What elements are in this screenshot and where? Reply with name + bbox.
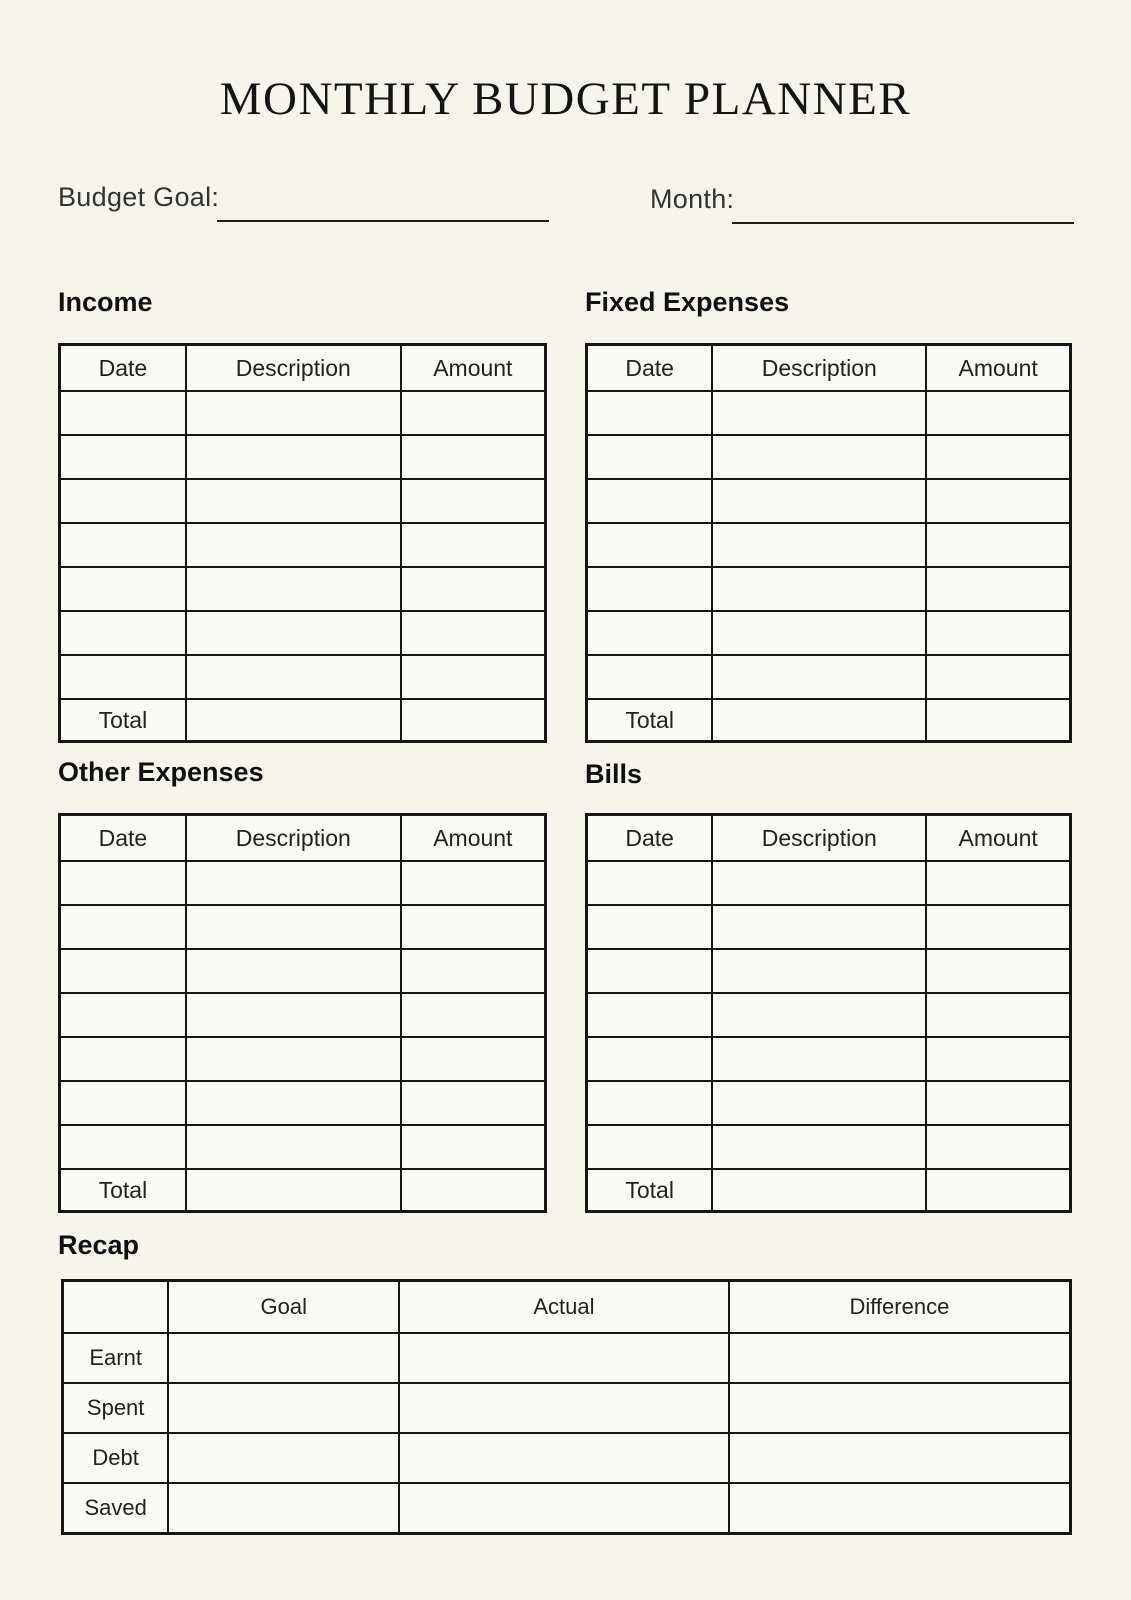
empty-cell: [60, 655, 186, 699]
budget-goal-label: Budget Goal:: [58, 182, 220, 212]
total-value-cell: [926, 1169, 1070, 1212]
table-row: [60, 1125, 546, 1169]
empty-cell: [712, 479, 926, 523]
empty-cell: [587, 993, 713, 1037]
empty-cell: [587, 435, 713, 479]
column-header: Date: [587, 345, 713, 392]
table-row: [60, 479, 546, 523]
empty-cell: [401, 567, 546, 611]
empty-cell: [926, 1125, 1070, 1169]
empty-cell: [587, 1125, 713, 1169]
bills-heading: Bills: [585, 759, 643, 789]
empty-cell: [926, 1037, 1070, 1081]
total-label-cell: Total: [587, 1169, 713, 1212]
empty-cell: [60, 861, 186, 905]
empty-cell: [712, 611, 926, 655]
empty-cell: [926, 523, 1070, 567]
recap-row: [63, 1333, 1071, 1383]
table-row: [587, 479, 1071, 523]
empty-cell: [729, 1333, 1071, 1383]
table-row: [60, 1081, 546, 1125]
empty-cell: [401, 435, 546, 479]
empty-cell: [926, 479, 1070, 523]
recap-row-label: Spent: [63, 1383, 169, 1433]
empty-cell: [60, 435, 186, 479]
column-header: Amount: [926, 815, 1070, 862]
table-row: [60, 611, 546, 655]
empty-cell: [926, 949, 1070, 993]
empty-cell: [712, 523, 926, 567]
empty-cell: [168, 1383, 399, 1433]
empty-cell: [60, 1037, 186, 1081]
header-row: [63, 1281, 1071, 1334]
column-header: Difference: [729, 1281, 1071, 1334]
empty-cell: [712, 1125, 926, 1169]
empty-cell: [712, 861, 926, 905]
table-row: [587, 905, 1071, 949]
column-header: Description: [712, 345, 926, 392]
bills-table: [585, 813, 1072, 1213]
empty-cell: [60, 479, 186, 523]
empty-cell: [729, 1483, 1071, 1534]
empty-cell: [186, 391, 401, 435]
total-value-cell: [926, 699, 1070, 742]
recap-row-label: Saved: [63, 1483, 169, 1534]
empty-cell: [186, 611, 401, 655]
empty-cell: [399, 1383, 729, 1433]
empty-cell: [587, 1081, 713, 1125]
total-value-cell: [401, 699, 546, 742]
header-row: [587, 815, 1071, 862]
recap-data-table: [61, 1279, 1072, 1535]
table-row: [587, 993, 1071, 1037]
empty-cell: [401, 479, 546, 523]
empty-cell: [399, 1433, 729, 1483]
empty-cell: [186, 567, 401, 611]
recap-row-label: Earnt: [63, 1333, 169, 1383]
empty-cell: [587, 1037, 713, 1081]
total-value-cell: [401, 1169, 546, 1212]
column-header: [63, 1281, 169, 1334]
column-header: Date: [587, 815, 713, 862]
empty-cell: [401, 611, 546, 655]
column-header: Amount: [401, 815, 546, 862]
empty-cell: [399, 1483, 729, 1534]
empty-cell: [60, 905, 186, 949]
empty-cell: [587, 479, 713, 523]
empty-cell: [712, 391, 926, 435]
empty-cell: [60, 523, 186, 567]
empty-cell: [587, 611, 713, 655]
empty-cell: [712, 1081, 926, 1125]
total-label-cell: Total: [587, 699, 713, 742]
month-label: Month:: [650, 184, 735, 214]
empty-cell: [926, 435, 1070, 479]
header-row: [60, 345, 546, 392]
total-row: [60, 699, 546, 742]
empty-cell: [587, 655, 713, 699]
empty-cell: [712, 567, 926, 611]
empty-cell: [712, 655, 926, 699]
empty-cell: [60, 567, 186, 611]
table-row: [587, 523, 1071, 567]
empty-cell: [712, 435, 926, 479]
income-table: [58, 343, 547, 743]
recap-table: [61, 1279, 1072, 1535]
empty-cell: [186, 993, 401, 1037]
total-value-cell: [186, 699, 401, 742]
empty-cell: [186, 479, 401, 523]
total-label-cell: Total: [60, 699, 186, 742]
empty-cell: [401, 861, 546, 905]
empty-cell: [926, 655, 1070, 699]
empty-cell: [168, 1333, 399, 1383]
empty-cell: [186, 1037, 401, 1081]
table-row: [587, 949, 1071, 993]
other-expenses-table: [58, 813, 547, 1213]
table-row: [587, 611, 1071, 655]
empty-cell: [401, 1125, 546, 1169]
column-header: Date: [60, 815, 186, 862]
table-row: [60, 949, 546, 993]
empty-cell: [587, 391, 713, 435]
empty-cell: [60, 1125, 186, 1169]
column-header: Goal: [168, 1281, 399, 1334]
empty-cell: [168, 1433, 399, 1483]
empty-cell: [186, 949, 401, 993]
empty-cell: [401, 949, 546, 993]
empty-cell: [60, 949, 186, 993]
empty-cell: [587, 523, 713, 567]
data-table: [58, 343, 547, 743]
table-row: [60, 567, 546, 611]
empty-cell: [587, 861, 713, 905]
total-value-cell: [186, 1169, 401, 1212]
empty-cell: [926, 567, 1070, 611]
empty-cell: [186, 1125, 401, 1169]
table-row: [587, 1037, 1071, 1081]
empty-cell: [401, 905, 546, 949]
total-value-cell: [712, 699, 926, 742]
header-row: [60, 815, 546, 862]
empty-cell: [926, 861, 1070, 905]
table-row: [60, 523, 546, 567]
empty-cell: [399, 1333, 729, 1383]
table-row: [60, 655, 546, 699]
table-row: [587, 1125, 1071, 1169]
recap-heading: Recap: [58, 1230, 140, 1260]
empty-cell: [712, 993, 926, 1037]
empty-cell: [926, 905, 1070, 949]
table-row: [587, 391, 1071, 435]
empty-cell: [401, 391, 546, 435]
recap-row-label: Debt: [63, 1433, 169, 1483]
total-row: [587, 699, 1071, 742]
empty-cell: [401, 1037, 546, 1081]
column-header: Date: [60, 345, 186, 392]
empty-cell: [712, 905, 926, 949]
total-label-cell: Total: [60, 1169, 186, 1212]
empty-cell: [168, 1483, 399, 1534]
empty-cell: [401, 655, 546, 699]
header-row: [587, 345, 1071, 392]
column-header: Amount: [401, 345, 546, 392]
empty-cell: [186, 655, 401, 699]
month-write-line: [732, 222, 1074, 224]
empty-cell: [729, 1383, 1071, 1433]
empty-cell: [401, 523, 546, 567]
empty-cell: [926, 391, 1070, 435]
empty-cell: [587, 949, 713, 993]
table-row: [587, 435, 1071, 479]
column-header: Actual: [399, 1281, 729, 1334]
table-row: [60, 1037, 546, 1081]
table-row: [60, 861, 546, 905]
empty-cell: [60, 1081, 186, 1125]
recap-row: [63, 1433, 1071, 1483]
table-row: [587, 1081, 1071, 1125]
empty-cell: [587, 905, 713, 949]
fixed-expenses-heading: Fixed Expenses: [585, 287, 790, 317]
column-header: Description: [186, 345, 401, 392]
other-expenses-heading: Other Expenses: [58, 757, 264, 787]
recap-row: [63, 1483, 1071, 1534]
table-row: [587, 655, 1071, 699]
empty-cell: [712, 1037, 926, 1081]
empty-cell: [60, 611, 186, 655]
total-row: [587, 1169, 1071, 1212]
empty-cell: [729, 1433, 1071, 1483]
empty-cell: [401, 993, 546, 1037]
empty-cell: [186, 523, 401, 567]
income-heading: Income: [58, 287, 153, 317]
empty-cell: [186, 435, 401, 479]
empty-cell: [926, 611, 1070, 655]
column-header: Description: [186, 815, 401, 862]
total-row: [60, 1169, 546, 1212]
empty-cell: [186, 1081, 401, 1125]
recap-row: [63, 1383, 1071, 1433]
table-row: [60, 993, 546, 1037]
table-row: [587, 567, 1071, 611]
data-table: [585, 813, 1072, 1213]
table-row: [587, 861, 1071, 905]
empty-cell: [587, 567, 713, 611]
empty-cell: [60, 993, 186, 1037]
column-header: Amount: [926, 345, 1070, 392]
empty-cell: [186, 905, 401, 949]
budget-goal-write-line: [217, 220, 549, 222]
data-table: [585, 343, 1072, 743]
empty-cell: [926, 1081, 1070, 1125]
table-row: [60, 391, 546, 435]
empty-cell: [401, 1081, 546, 1125]
column-header: Description: [712, 815, 926, 862]
empty-cell: [712, 949, 926, 993]
table-row: [60, 435, 546, 479]
empty-cell: [60, 391, 186, 435]
table-row: [60, 905, 546, 949]
data-table: [58, 813, 547, 1213]
empty-cell: [186, 861, 401, 905]
empty-cell: [926, 993, 1070, 1037]
total-value-cell: [712, 1169, 926, 1212]
fixed-expenses-table: [585, 343, 1072, 743]
page-title: MONTHLY BUDGET PLANNER: [219, 73, 912, 125]
